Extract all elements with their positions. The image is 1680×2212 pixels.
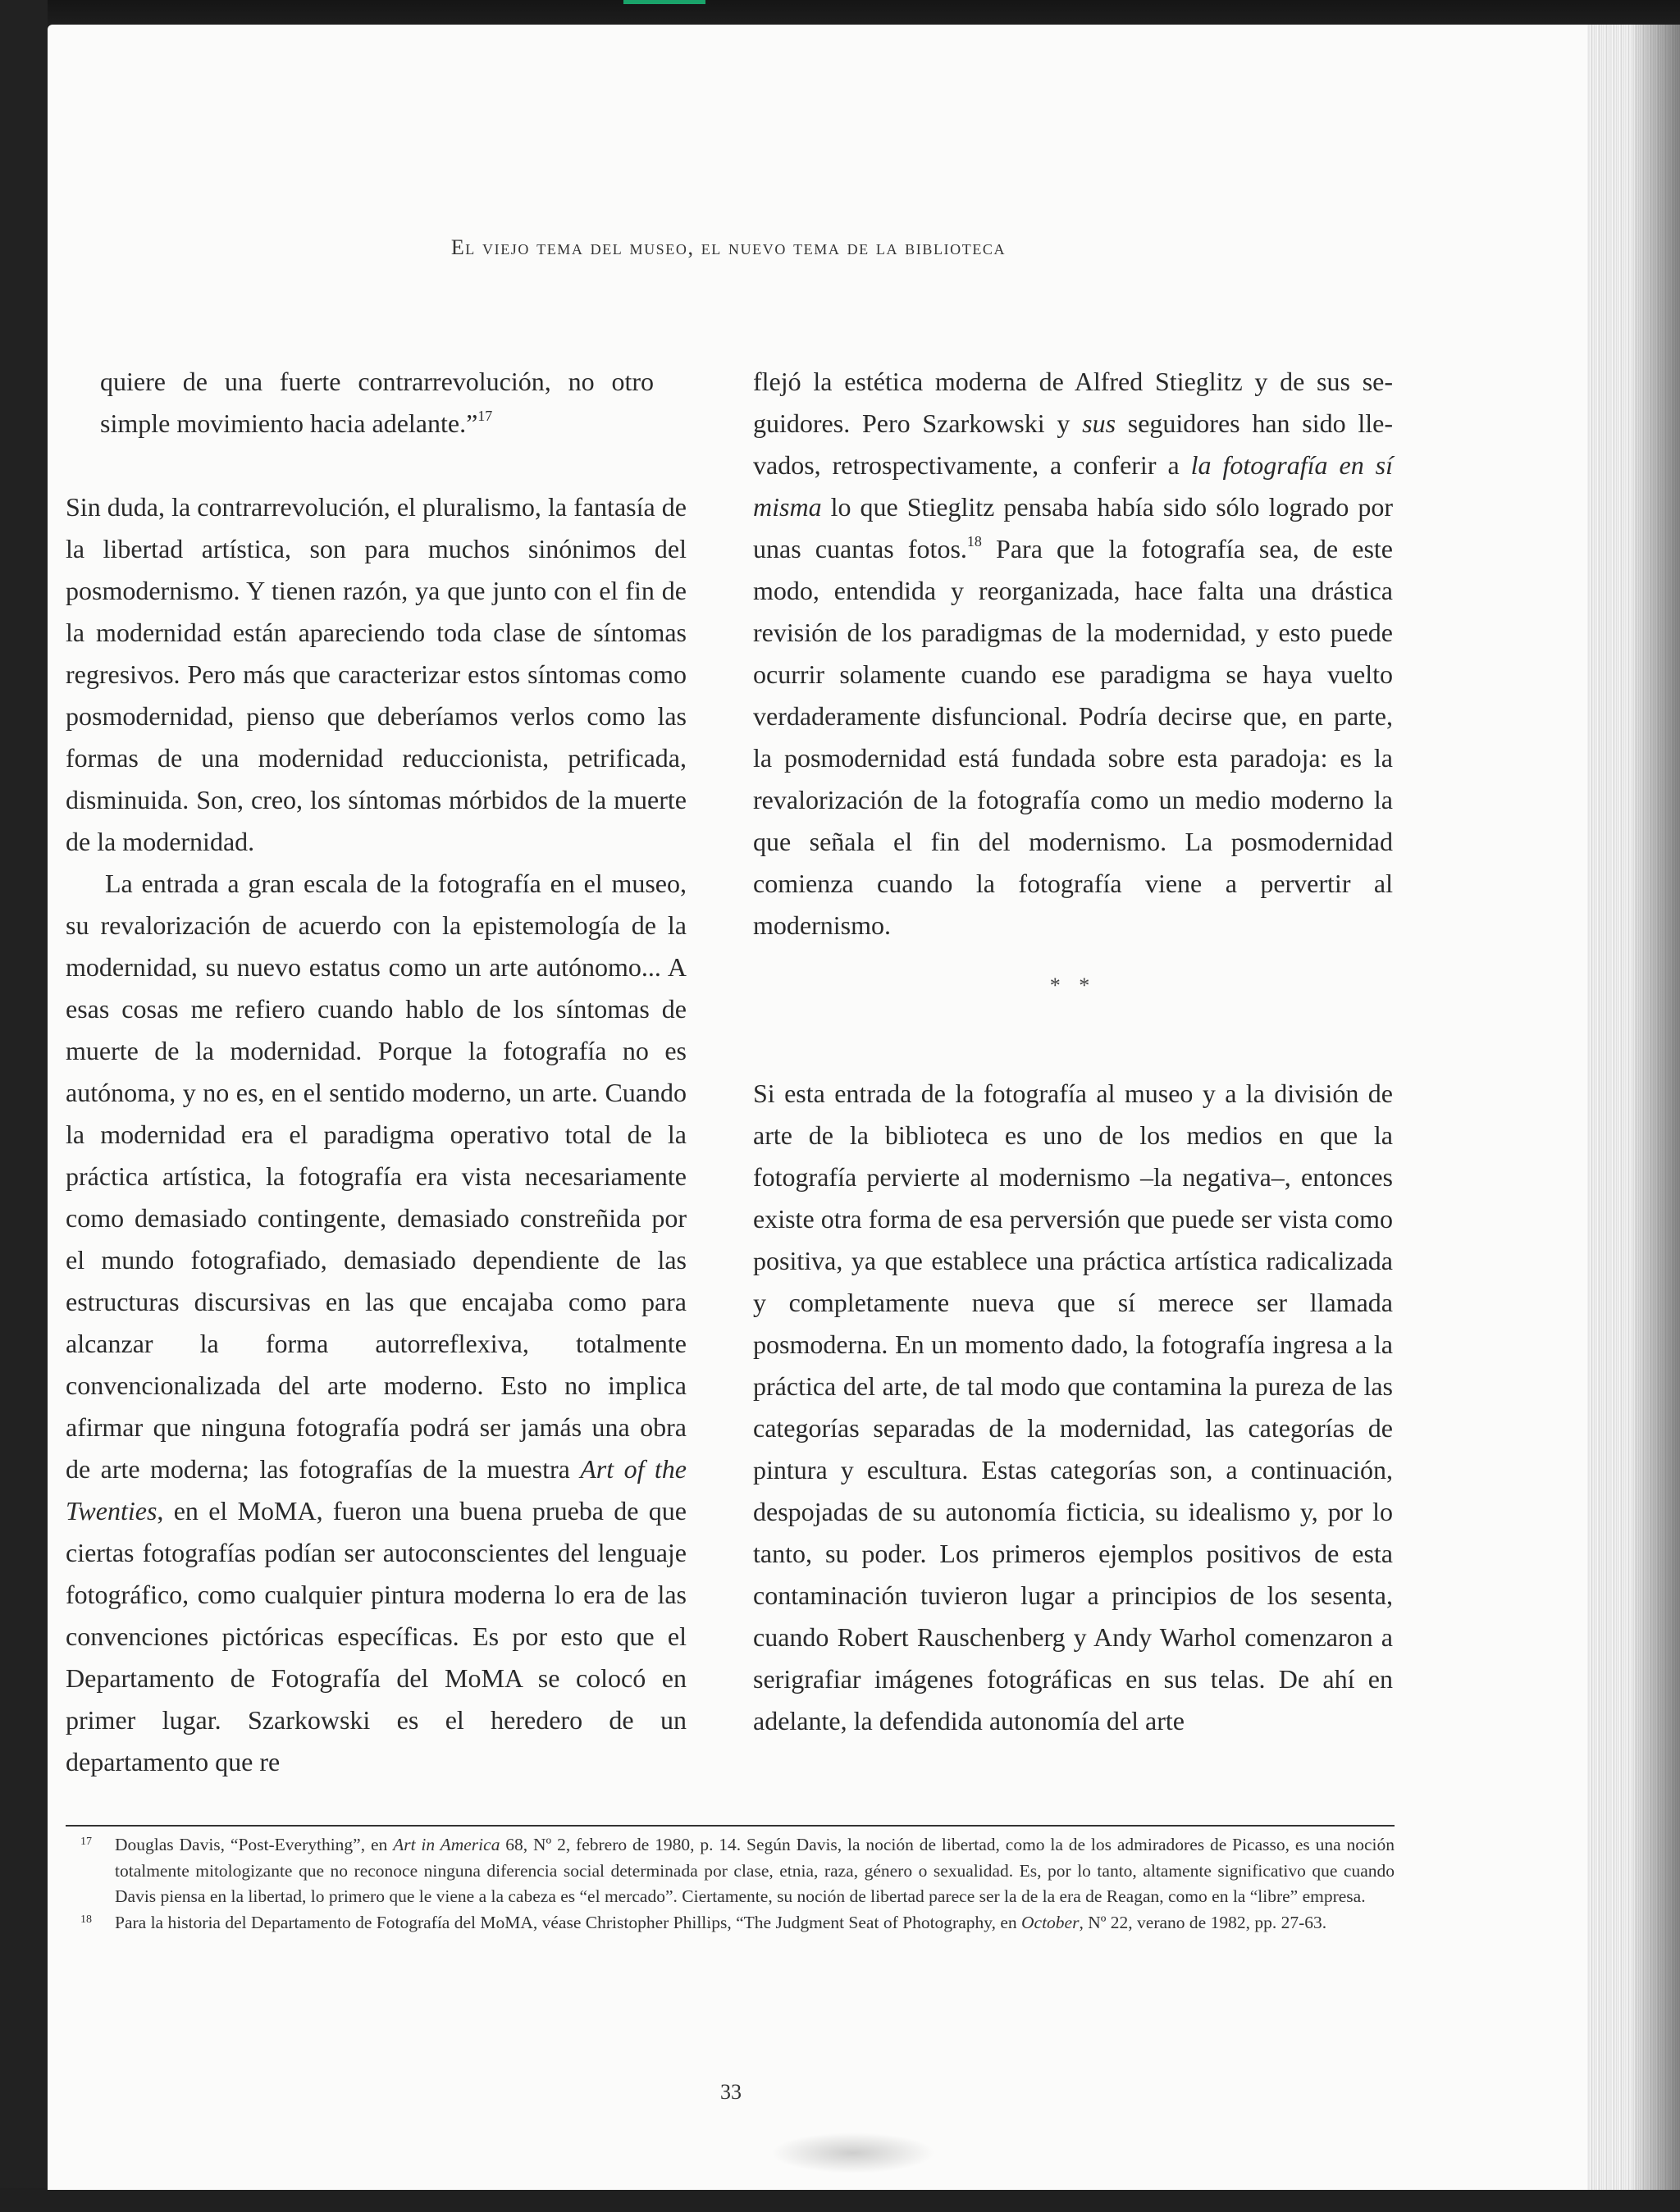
right-column	[753, 361, 1393, 1742]
scanner-bottom-edge	[0, 2188, 1680, 2212]
footnote-text: Para la historia del Departamento de Fotografía del MoMA, véase Christopher Phillips, “The Judgment Seat of Photography, en	[115, 1912, 1022, 1932]
paragraph-text: Para que la fotografía sea, de este modo, entendida y reorganizada, hace falta una drástica revisión de los paradigmas de la modernidad, y esto puede ocurrir solamente cuando ese paradigma se haya vuelto verdaderamente disfuncional. Podría decirse que, en parte, la posmodernidad está fundada sobre esta paradoja: es la revalorización de la fotografía como un medio moderno la que señala el fin del modernismo. La posmodernidad comienza cuando la fotografía viene a pervertir al modernismo.	[753, 534, 1393, 940]
footnote-text: 68, Nº 2, febrero de 1980, p. 14. Según Davis, la noción de libertad, como la de los admiradores de Picasso, es una noción totalmente mitologizante que no reconoce ninguna diferencia social determinada por clase, etnia, raza, género o sexualidad. Es, por lo tanto, altamente significativo que cuando Davis piensa en la libertad, lo primero que le viene a la cabeza es “el mercado”. Ciertamente, su noción de libertad parece ser la de la era de Reagan, como en la “libre” empresa.	[115, 1835, 1395, 1906]
exhibition-title: Art of the Twenties	[66, 1454, 687, 1526]
scanner-glint	[623, 0, 705, 4]
paragraph-fotografia-museo	[66, 863, 687, 1783]
paragraph-stieglitz	[753, 361, 1393, 946]
emphasis-sus: sus	[1082, 408, 1116, 438]
paragraph-text: La entrada a gran escala de la fotografía en el museo, su revalorización de acuerdo con la epistemología de la modernidad, su nuevo estatus como un arte autónomo... A esas cosas me refiero cuando hablo de los síntomas de muerte de la modernidad. Porque la fotografía no es autónoma, y no es, en el sentido moderno, un arte. Cuando la modernidad era el paradigma operativo total de la práctica artística, la fotografía era vista necesariamente como demasiado contingente, demasiado constreñida por el mundo fotografiado, demasiado dependiente de las estructuras discursivas en las que encajaba como para alcanzar la forma autorreflexiva, totalmente convencionalizada del arte moderno. Esto no implica afirmar que ninguna fotografía podrá ser jamás una obra de arte moderna; las fotografías de la muestra	[66, 869, 687, 1484]
paragraph-text: flejó la estética moderna de Alfred Stieglitz y de sus seguidores. Pero Szarkowski y	[753, 367, 1393, 438]
scan-smudge	[771, 2132, 935, 2173]
footnote-ref-17[interactable]: 17	[477, 408, 493, 424]
paragraph-text: seguidores han sido llevados, retrospectivamente, a conferir a	[753, 408, 1393, 480]
section-separator: * *	[1049, 974, 1097, 997]
page-number: 33	[720, 2080, 742, 2104]
quote-ending	[66, 361, 687, 445]
footnote-number: 18	[80, 1913, 92, 1926]
book-edge-shadow	[1632, 25, 1680, 2190]
emphasis-fotografia-en-si: la fotografía en sí misma	[753, 450, 1394, 522]
paragraph-text: lo que Stieglitz pensaba había sido sólo logrado por unas cuantas fotos.	[753, 492, 1393, 563]
left-column	[66, 361, 687, 1783]
footnote-text: , Nº 22, verano de 1982, pp. 27-63.	[1079, 1912, 1327, 1932]
footnote-text: Douglas Davis, “Post-Everything”, en	[115, 1835, 394, 1854]
paragraph-text: , en el MoMA, fueron una buena prueba de que ciertas fotografías podían ser autoconscientes del lenguaje fotográfico, como cualquier pintura moderna lo era de las convenciones pictóricas específicas. Es por esto que el Departamento de Fotografía del MoMA se colocó en primer lugar. Szarkowski es el heredero de un departamento que re	[66, 1496, 687, 1776]
running-head: El viejo tema del museo, el nuevo tema de la biblioteca	[450, 235, 1007, 259]
scanner-left-edge	[0, 0, 48, 2212]
footnotes	[66, 1832, 1395, 1936]
footnote-number: 17	[80, 1836, 92, 1848]
footnote-ref-18[interactable]: 18	[966, 533, 982, 550]
publication-title: October	[1021, 1912, 1080, 1932]
paragraph-contrarrevolucion: Sin duda, la contrarrevolución, el pluralismo, la fantasía de la libertad artística, son para muchos sinónimos del posmodernismo. Y tienen razón, ya que junto con el fin de la modernidad están apareciendo toda clase de síntomas regresivos. Pero más que caracterizar estos síntomas como posmodernidad, pienso que deberíamos verlos como las formas de una modernidad reduccionista, petrificada, disminuida. Son, creo, los síntomas mórbidos de la muerte de la modernidad.	[66, 492, 687, 856]
footnote-17	[66, 1832, 1395, 1910]
publication-title: Art in America	[393, 1835, 500, 1854]
footnote-18	[66, 1910, 1395, 1936]
footnote-rule	[66, 1825, 1395, 1827]
quote-ending-text: quiere de una fuerte contrarrevolución, no otro simple movimiento hacia adelante.”	[100, 367, 654, 438]
paragraph-perversion-positiva: Si esta entrada de la fotografía al museo y a la división de arte de la biblioteca es uno de los medios en que la fotografía pervierte al modernismo –la negativa–, entonces existe otra forma de esa perversión que puede ser vista como positiva, ya que establece una práctica artística radicalizada y completamente nueva que sí merece ser llamada posmoderna. En un momento dado, la fotografía ingresa a la práctica del arte, de tal modo que contamina la pureza de las categorías separadas de la modernidad, las categorías de pintura y escultura. Estas categorías son, a continuación, despojadas de su autonomía ficticia, su idealismo y, por lo tanto, su poder. Los primeros ejemplos positivos de esta contaminación tuvieron lugar a principios de los sesenta, cuando Robert Rauschenberg y Andy Warhol comenzaron a serigrafiar imágenes fotográficas en sus telas. De ahí en adelante, la defendida autonomía del arte	[753, 1079, 1393, 1735]
